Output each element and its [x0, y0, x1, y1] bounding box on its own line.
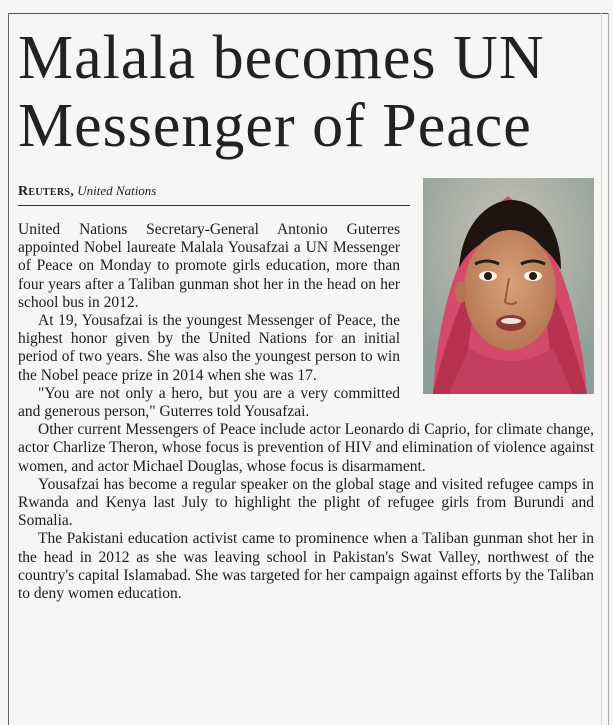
- article-paragraph: At 19, Yousafzai is the youngest Messenger of Peace, the highest honor given by the United Nations for an initial period of two years. She was also the youngest person to win the Nobel peace prize in 2014 when she was 17.: [18, 312, 400, 384]
- article-paragraph: Other current Messengers of Peace include actor Leonardo di Caprio, for climate change, actor Charlize Theron, whose focus is prevention of HIV and elimination of violence against women, and actor Michael Douglas, whose focus is disarmament.: [18, 421, 594, 475]
- byline: [18, 183, 156, 200]
- article-body: [18, 221, 594, 603]
- article-paragraph: "You are not only a hero, but you are a very committed and generous person," Guterres told Yousafzai.: [18, 384, 400, 421]
- right-column-rule: [608, 13, 609, 725]
- byline-rule: [18, 205, 410, 206]
- left-column-rule: [8, 13, 9, 725]
- article-paragraph: United Nations Secretary-General Antonio Guterres appointed Nobel laureate Malala Yousafzai a UN Messenger of Peace on Monday to promote girls education, more than four years after a Taliban gunman shot her in the head on her school bus in 2012.: [18, 221, 400, 311]
- byline-place: United Nations: [77, 183, 157, 198]
- article-paragraph: Yousafzai has become a regular speaker on the global stage and visited refugee camps in Rwanda and Kenya last July to highlight the plight of refugee girls from Burundi and Somalia.: [18, 475, 594, 530]
- byline-agency: Reuters,: [18, 184, 75, 199]
- top-rule: [8, 13, 609, 14]
- headline: Malala becomes UN Messenger of Peace: [18, 24, 545, 160]
- photo-wrap-space: [400, 221, 594, 396]
- article-paragraph: The Pakistani education activist came to prominence when a Taliban gunman shot her in the head in 2012 as she was leaving school in Pakistan's Swat Valley, northwest of the country's capital Islamabad. She was targeted for her campaign against efforts by the Taliban to deny women education.: [18, 530, 594, 603]
- right-inner-rule: [601, 13, 602, 725]
